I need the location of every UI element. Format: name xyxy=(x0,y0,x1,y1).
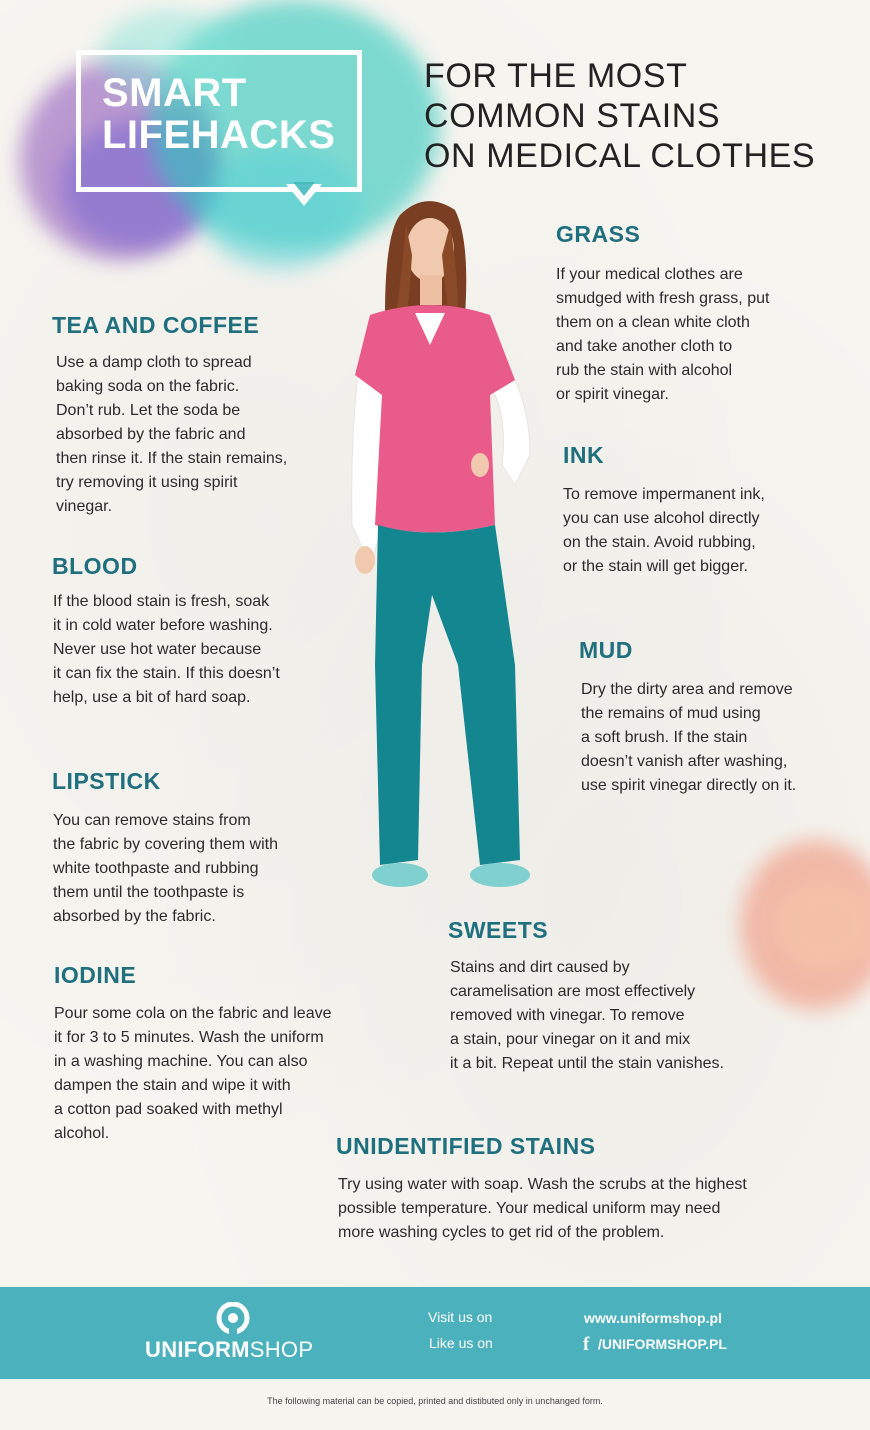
section-title-grass: GRASS xyxy=(556,221,641,247)
text-line: Stains and dirt caused by xyxy=(450,959,630,976)
section-title-unidentified: UNIDENTIFIED STAINS xyxy=(336,1133,596,1159)
text-line: or spirit vinegar. xyxy=(556,386,669,403)
page-title xyxy=(102,72,362,156)
text-line: possible temperature. Your medical uniform may need xyxy=(338,1200,721,1217)
text-line: try removing it using spirit xyxy=(56,474,238,491)
text-line: If your medical clothes are xyxy=(556,266,743,283)
text-line: in a washing machine. You can also xyxy=(54,1053,308,1070)
section-body-lipstick xyxy=(53,809,353,929)
text-line: Pour some cola on the fabric and leave xyxy=(54,1005,332,1022)
text-line: You can remove stains from xyxy=(53,812,251,829)
uniformshop-logo-icon xyxy=(215,1302,251,1334)
title-line-2: LIFEHACKS xyxy=(102,113,336,157)
text-line: dampen the stain and wipe it with xyxy=(54,1077,291,1094)
text-line: rub the stain with alcohol xyxy=(556,362,733,379)
text-line: Use a damp cloth to spread xyxy=(56,354,252,371)
headline-line-2: COMMON STAINS xyxy=(424,97,721,135)
text-line: it a bit. Repeat until the stain vanishes. xyxy=(450,1055,724,1072)
text-line: use spirit vinegar directly on it. xyxy=(581,777,797,794)
section-title-sweets: SWEETS xyxy=(448,917,549,943)
text-line: absorbed by the fabric. xyxy=(53,908,216,925)
logo-word-light: SHOP xyxy=(249,1337,314,1362)
text-line: or the stain will get bigger. xyxy=(563,558,748,575)
section-title-lipstick: LIPSTICK xyxy=(52,768,161,794)
section-title-mud: MUD xyxy=(579,637,633,663)
text-line: baking soda on the fabric. xyxy=(56,378,240,395)
title-line-1: SMART xyxy=(102,71,247,115)
text-line: Don’t rub. Let the soda be xyxy=(56,402,241,419)
text-line: Never use hot water because xyxy=(53,641,262,658)
text-line: and take another cloth to xyxy=(556,338,733,355)
visit-label: Visit us on xyxy=(428,1309,493,1325)
section-title-iodine: IODINE xyxy=(54,962,137,988)
text-line: To remove impermanent ink, xyxy=(563,486,765,503)
text-line: it can fix the stain. If this doesn’t xyxy=(53,665,280,682)
section-body-iodine xyxy=(54,1002,384,1146)
text-line: alcohol. xyxy=(54,1125,110,1142)
section-body-sweets xyxy=(450,956,780,1076)
text-line: the remains of mud using xyxy=(581,705,761,722)
text-line: on the stain. Avoid rubbing, xyxy=(563,534,756,551)
text-line: you can use alcohol directly xyxy=(563,510,760,527)
logo-word-bold: UNIFORM xyxy=(145,1337,250,1362)
facebook-icon: f xyxy=(583,1334,590,1355)
section-body-ink xyxy=(563,483,843,579)
title-pointer-fill xyxy=(293,182,315,196)
text-line: then rinse it. If the stain remains, xyxy=(56,450,288,467)
section-body-tea-coffee xyxy=(56,351,346,519)
section-title-tea-coffee: TEA AND COFFEE xyxy=(52,312,260,338)
section-body-mud xyxy=(581,678,861,798)
text-line: it in cold water before washing. xyxy=(53,617,273,634)
text-line: removed with vinegar. To remove xyxy=(450,1007,685,1024)
like-label: Like us on xyxy=(429,1335,493,1351)
text-line: Try using water with soap. Wash the scrubs at the highest xyxy=(338,1176,747,1193)
text-line: them until the toothpaste is xyxy=(53,884,245,901)
text-line: white toothpaste and rubbing xyxy=(53,860,259,877)
text-line: doesn’t vanish after washing, xyxy=(581,753,788,770)
text-line: it for 3 to 5 minutes. Wash the uniform xyxy=(54,1029,324,1046)
watercolor-splash xyxy=(770,880,870,970)
text-line: Dry the dirty area and remove xyxy=(581,681,793,698)
footer xyxy=(0,1287,870,1379)
text-line: If the blood stain is fresh, soak xyxy=(53,593,270,610)
section-body-unidentified xyxy=(338,1173,838,1245)
section-title-blood: BLOOD xyxy=(52,553,138,579)
text-line: caramelisation are most effectively xyxy=(450,983,696,1000)
text-line: a stain, pour vinegar on it and mix xyxy=(450,1031,691,1048)
text-line: a soft brush. If the stain xyxy=(581,729,748,746)
text-line: a cotton pad soaked with methyl xyxy=(54,1101,283,1118)
text-line: absorbed by the fabric and xyxy=(56,426,246,443)
text-line: vinegar. xyxy=(56,498,113,515)
website-link[interactable]: www.uniformshop.pl xyxy=(584,1310,722,1326)
logo-wordmark[interactable] xyxy=(145,1337,313,1363)
section-body-grass xyxy=(556,263,836,407)
text-line: smudged with fresh grass, put xyxy=(556,290,770,307)
text-line: them on a clean white cloth xyxy=(556,314,750,331)
facebook-link[interactable]: /UNIFORMSHOP.PL xyxy=(598,1336,727,1352)
text-line: the fabric by covering them with xyxy=(53,836,278,853)
text-line: more washing cycles to get rid of the problem. xyxy=(338,1224,665,1241)
section-title-ink: INK xyxy=(563,442,605,468)
headline-line-3: ON MEDICAL CLOTHES xyxy=(424,137,816,175)
headline-line-1: FOR THE MOST xyxy=(424,57,688,95)
disclaimer: The following material can be copied, printed and distibuted only in unchanged form. xyxy=(267,1396,603,1406)
headline xyxy=(424,56,844,176)
text-line: help, use a bit of hard soap. xyxy=(53,689,251,706)
section-body-blood xyxy=(53,590,353,710)
nurse-illustration xyxy=(330,195,570,895)
